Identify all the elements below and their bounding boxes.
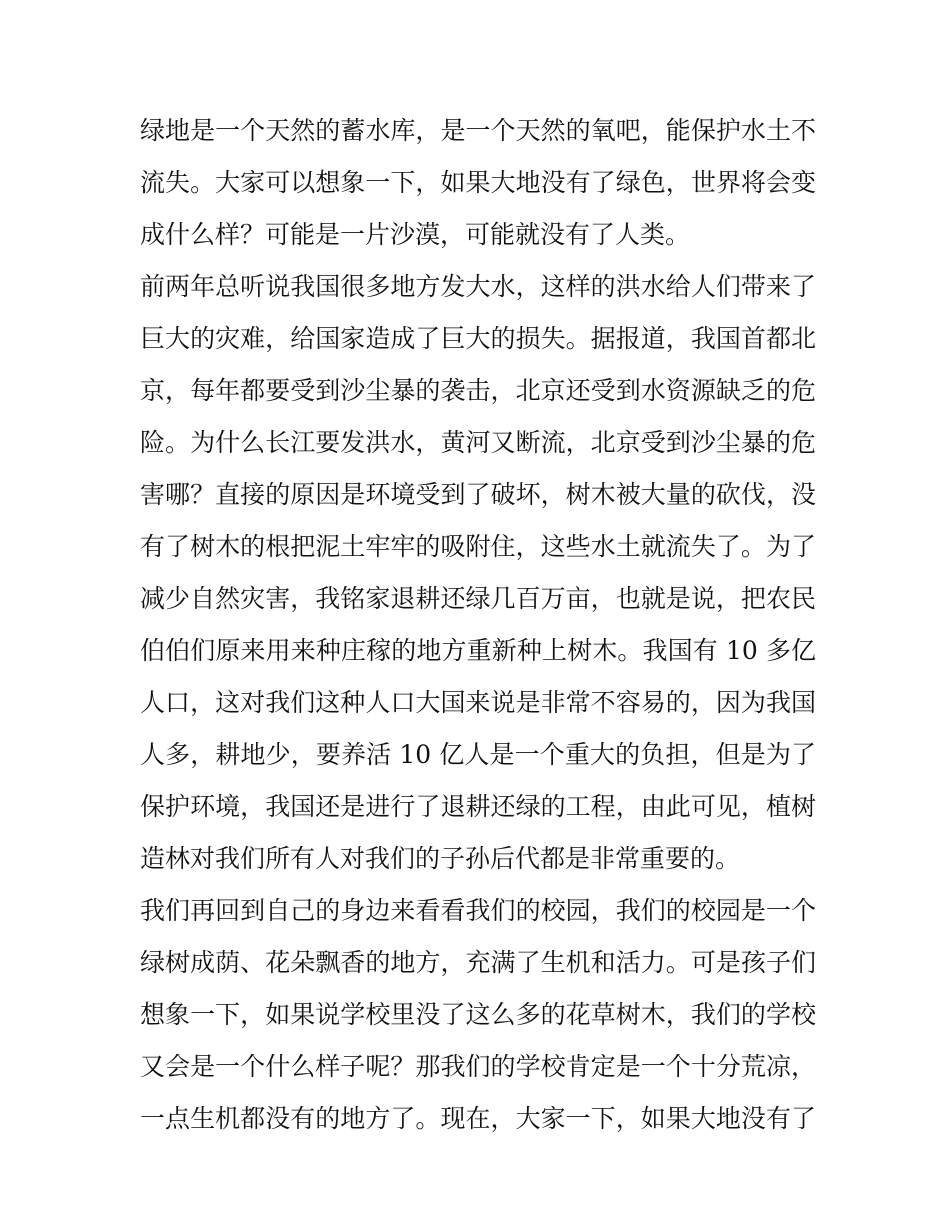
text-line: 伯伯们原来用来种庄稼的地方重新种上树木。我国有 10 多亿 — [140, 636, 816, 665]
text-line: 我们再回到自己的身边来看看我们的校园，我们的校园是一个 — [140, 896, 816, 925]
text-line: 成什么样？可能是一片沙漠，可能就没有了人类。 — [140, 220, 691, 249]
text-line: 流失。大家可以想象一下，如果大地没有了绿色，世界将会变 — [140, 168, 816, 197]
text-line: 有了树木的根把泥土牢牢的吸附住，这些水土就流失了。为了 — [140, 532, 816, 561]
text-line: 绿树成荫、花朵飘香的地方，充满了生机和活力。可是孩子们 — [140, 948, 816, 977]
text-line: 人多，耕地少，要养活 10 亿人是一个重大的负担，但是为了 — [140, 740, 816, 769]
text-line: 保护环境，我国还是进行了退耕还绿的工程，由此可见，植树 — [140, 792, 816, 821]
text-line: 又会是一个什么样子呢？那我们的学校肯定是一个十分荒凉， — [140, 1052, 816, 1081]
text-line: 京，每年都要受到沙尘暴的袭击，北京还受到水资源缺乏的危 — [140, 376, 816, 405]
text-line: 造林对我们所有人对我们的子孙后代都是非常重要的。 — [140, 844, 741, 873]
paragraph-1 — [140, 110, 816, 255]
paragraph-2 — [140, 266, 816, 879]
text-line: 减少自然灾害，我铭家退耕还绿几百万亩，也就是说，把农民 — [140, 584, 816, 613]
text-line: 险。为什么长江要发洪水，黄河又断流，北京受到沙尘暴的危 — [140, 428, 816, 457]
body-text — [140, 110, 816, 1150]
text-line: 巨大的灾难，给国家造成了巨大的损失。据报道，我国首都北 — [140, 324, 816, 353]
text-line: 想象一下，如果说学校里没了这么多的花草树木，我们的学校 — [140, 1000, 816, 1029]
paragraph-3 — [140, 890, 816, 1139]
text-line: 害哪？直接的原因是环境受到了破坏，树木被大量的砍伐，没 — [140, 480, 816, 509]
text-line: 前两年总听说我国很多地方发大水，这样的洪水给人们带来了 — [140, 272, 816, 301]
text-line: 绿地是一个天然的蓄水库，是一个天然的氧吧，能保护水土不 — [140, 116, 816, 145]
text-line: 一点生机都没有的地方了。现在，大家一下，如果大地没有了 — [140, 1104, 816, 1133]
text-line: 人口，这对我们这种人口大国来说是非常不容易的，因为我国 — [140, 688, 816, 717]
